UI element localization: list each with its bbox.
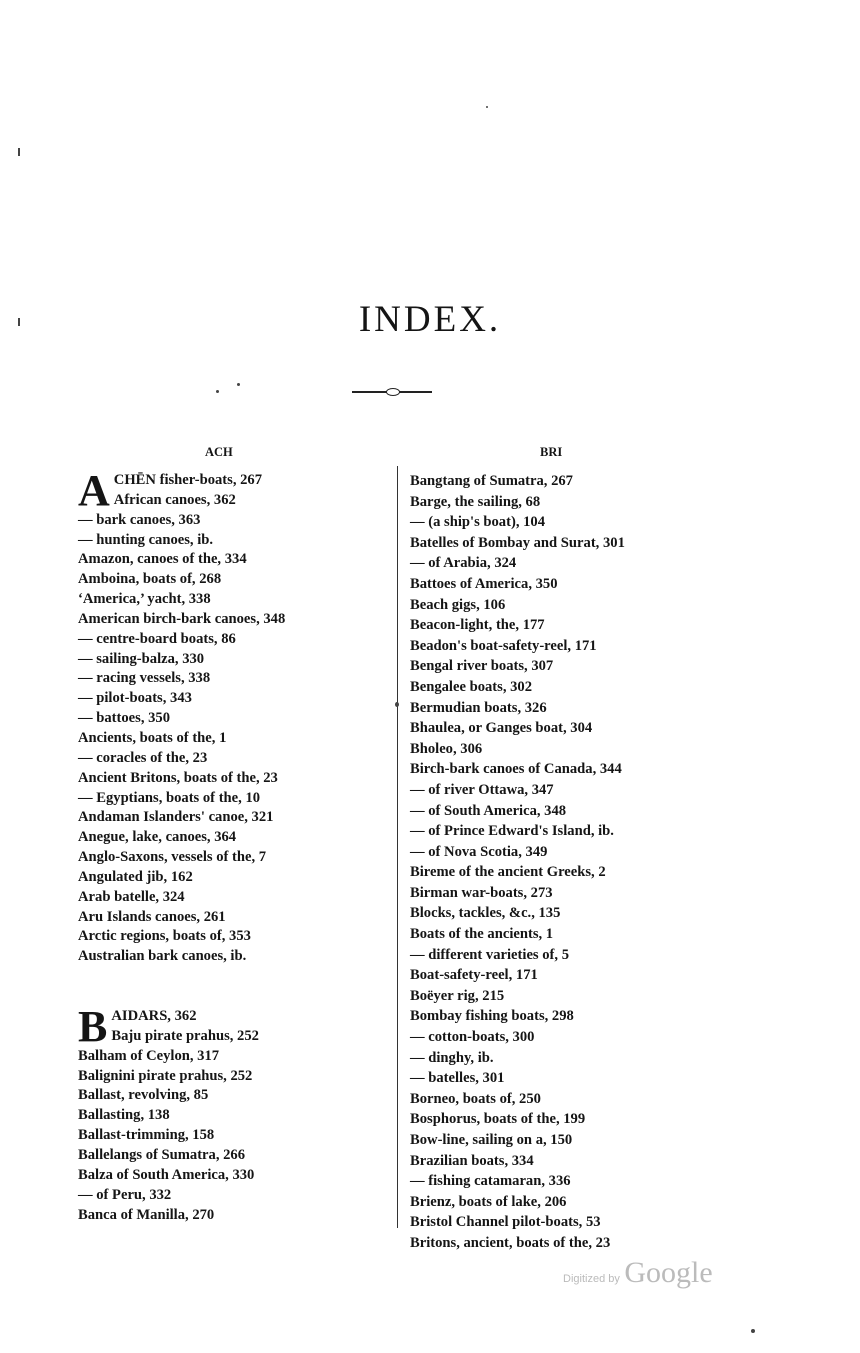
index-entry: Birch-bark canoes of Canada, 344 xyxy=(410,761,622,778)
index-entry: Bhaulea, or Ganges boat, 304 xyxy=(410,720,593,737)
index-entry: Aru Islands canoes, 261 xyxy=(78,908,226,925)
speck xyxy=(18,318,20,326)
column-divider xyxy=(397,466,398,1228)
index-entry: AIDARS, 362 xyxy=(111,1008,197,1025)
index-entry: — of Peru, 332 xyxy=(78,1186,172,1203)
index-entry: American birch-bark canoes, 348 xyxy=(78,610,286,627)
index-entry: Banca of Manilla, 270 xyxy=(78,1206,215,1223)
index-entry: Brienz, boats of lake, 206 xyxy=(410,1193,567,1210)
index-entry: Arab batelle, 324 xyxy=(78,888,185,905)
index-entry: Bengalee boats, 302 xyxy=(410,678,533,695)
index-entry: Brazilian boats, 334 xyxy=(410,1152,534,1169)
index-entry: — dinghy, ib. xyxy=(410,1049,494,1066)
index-entry: Ballasting, 138 xyxy=(78,1107,170,1124)
index-entry: — (a ship's boat), 104 xyxy=(410,514,546,531)
index-entry: Bristol Channel pilot-boats, 53 xyxy=(410,1214,601,1231)
index-entry: Ballast-trimming, 158 xyxy=(78,1127,215,1144)
index-entry: — of river Ottawa, 347 xyxy=(410,781,554,798)
index-entry: Amboina, boats of, 268 xyxy=(78,571,222,588)
index-entry: Battoes of America, 350 xyxy=(410,575,558,592)
index-entry: African canoes, 362 xyxy=(113,491,236,508)
index-entry: — of Nova Scotia, 349 xyxy=(410,843,548,860)
watermark-brand: Google xyxy=(624,1256,713,1289)
index-entry: Baju pirate prahus, 252 xyxy=(111,1027,259,1044)
speck xyxy=(237,383,240,386)
digitized-watermark xyxy=(563,1256,713,1290)
index-entry: Bosphorus, boats of the, 199 xyxy=(410,1111,586,1128)
speck xyxy=(486,106,488,108)
index-entry: Bombay fishing boats, 298 xyxy=(410,1008,574,1025)
index-entry: — of Prince Edward's Island, ib. xyxy=(410,823,614,840)
index-entry: Amazon, canoes of the, 334 xyxy=(78,551,247,568)
index-entry: Bireme of the ancient Greeks, 2 xyxy=(410,864,606,881)
index-entry: — hunting canoes, ib. xyxy=(78,531,214,548)
section-a-start xyxy=(78,466,285,515)
index-entry: ‘America,’ yacht, 338 xyxy=(78,591,211,608)
index-entry: Ancients, boats of the, 1 xyxy=(78,729,227,746)
right-column xyxy=(410,471,625,1254)
index-entry: — bark canoes, 363 xyxy=(78,511,201,528)
speck xyxy=(395,702,399,707)
index-entry: Batelles of Bombay and Surat, 301 xyxy=(410,534,625,551)
index-entry: — different varieties of, 5 xyxy=(410,946,569,963)
index-entry: Beacon-light, the, 177 xyxy=(410,617,545,634)
left-column-header: ACH xyxy=(205,445,233,459)
index-entry: — racing vessels, 338 xyxy=(78,670,211,687)
index-entry: Beach gigs, 106 xyxy=(410,596,506,613)
index-entry: — fishing catamaran, 336 xyxy=(410,1173,571,1190)
index-entry: — centre-board boats, 86 xyxy=(78,630,236,647)
section-b-start xyxy=(78,1002,285,1052)
index-entry: Ballelangs of Sumatra, 266 xyxy=(78,1147,246,1163)
index-entry: Bholeo, 306 xyxy=(410,740,483,757)
index-entry: — coracles of the, 23 xyxy=(78,749,208,766)
index-entry: Ballast, revolving, 85 xyxy=(78,1087,209,1104)
drop-cap-b: B xyxy=(78,1002,108,1052)
index-entry: Bangtang of Sumatra, 267 xyxy=(410,473,573,489)
index-entry: Bow-line, sailing on a, 150 xyxy=(410,1132,573,1148)
index-entry: — pilot-boats, 343 xyxy=(78,690,192,707)
index-entry: Australian bark canoes, ib. xyxy=(78,948,247,965)
page-title: INDEX. xyxy=(358,299,502,340)
index-entry: — sailing-balza, 330 xyxy=(78,650,205,667)
index-entry: Anegue, lake, canoes, 364 xyxy=(78,829,237,846)
speck xyxy=(751,1329,755,1333)
index-entry: Bengal river boats, 307 xyxy=(410,658,554,675)
index-entry: Barge, the sailing, 68 xyxy=(410,493,541,510)
index-entry: Beadon's boat-safety-reel, 171 xyxy=(410,637,597,654)
index-entry: Borneo, boats of, 250 xyxy=(410,1090,541,1107)
index-entry: Balignini pirate prahus, 252 xyxy=(78,1067,253,1084)
index-entry: Andaman Islanders' canoe, 321 xyxy=(78,809,274,826)
index-entry: — cotton-boats, 300 xyxy=(410,1029,535,1046)
index-entry: — of Arabia, 324 xyxy=(410,555,517,572)
index-entry: Balham of Ceylon, 317 xyxy=(78,1047,220,1064)
index-entry: Britons, ancient, boats of the, 23 xyxy=(410,1234,611,1251)
left-column xyxy=(78,466,286,1225)
index-entry: Arctic regions, boats of, 353 xyxy=(78,928,251,945)
index-entry: Blocks, tackles, &c., 135 xyxy=(410,905,561,922)
index-entry: — batelles, 301 xyxy=(410,1070,505,1087)
index-entry: Anglo-Saxons, vessels of the, 7 xyxy=(78,849,267,866)
index-entry: Bermudian boats, 326 xyxy=(410,699,547,716)
speck xyxy=(216,390,219,393)
index-entry: Boat-safety-reel, 171 xyxy=(410,967,538,984)
index-entry: Boëyer rig, 215 xyxy=(410,987,505,1004)
index-entry: Birman war-boats, 273 xyxy=(410,884,553,901)
index-entry: Balza of South America, 330 xyxy=(78,1166,255,1183)
index-entry: Boats of the ancients, 1 xyxy=(410,926,554,943)
drop-cap-a: A xyxy=(78,466,110,515)
watermark-prefix: Digitized by xyxy=(563,1273,620,1285)
index-entry: — battoes, 350 xyxy=(78,710,171,727)
index-entry: Ancient Britons, boats of the, 23 xyxy=(78,769,278,786)
ornament-divider xyxy=(352,390,432,394)
right-column-header: BRI xyxy=(540,445,563,459)
index-entry: — of South America, 348 xyxy=(410,802,567,819)
index-entry: — Egyptians, boats of the, 10 xyxy=(78,789,261,806)
speck xyxy=(18,148,20,156)
index-entry: CHĒN fisher-boats, 267 xyxy=(113,472,263,488)
index-entry: Angulated jib, 162 xyxy=(78,868,193,885)
